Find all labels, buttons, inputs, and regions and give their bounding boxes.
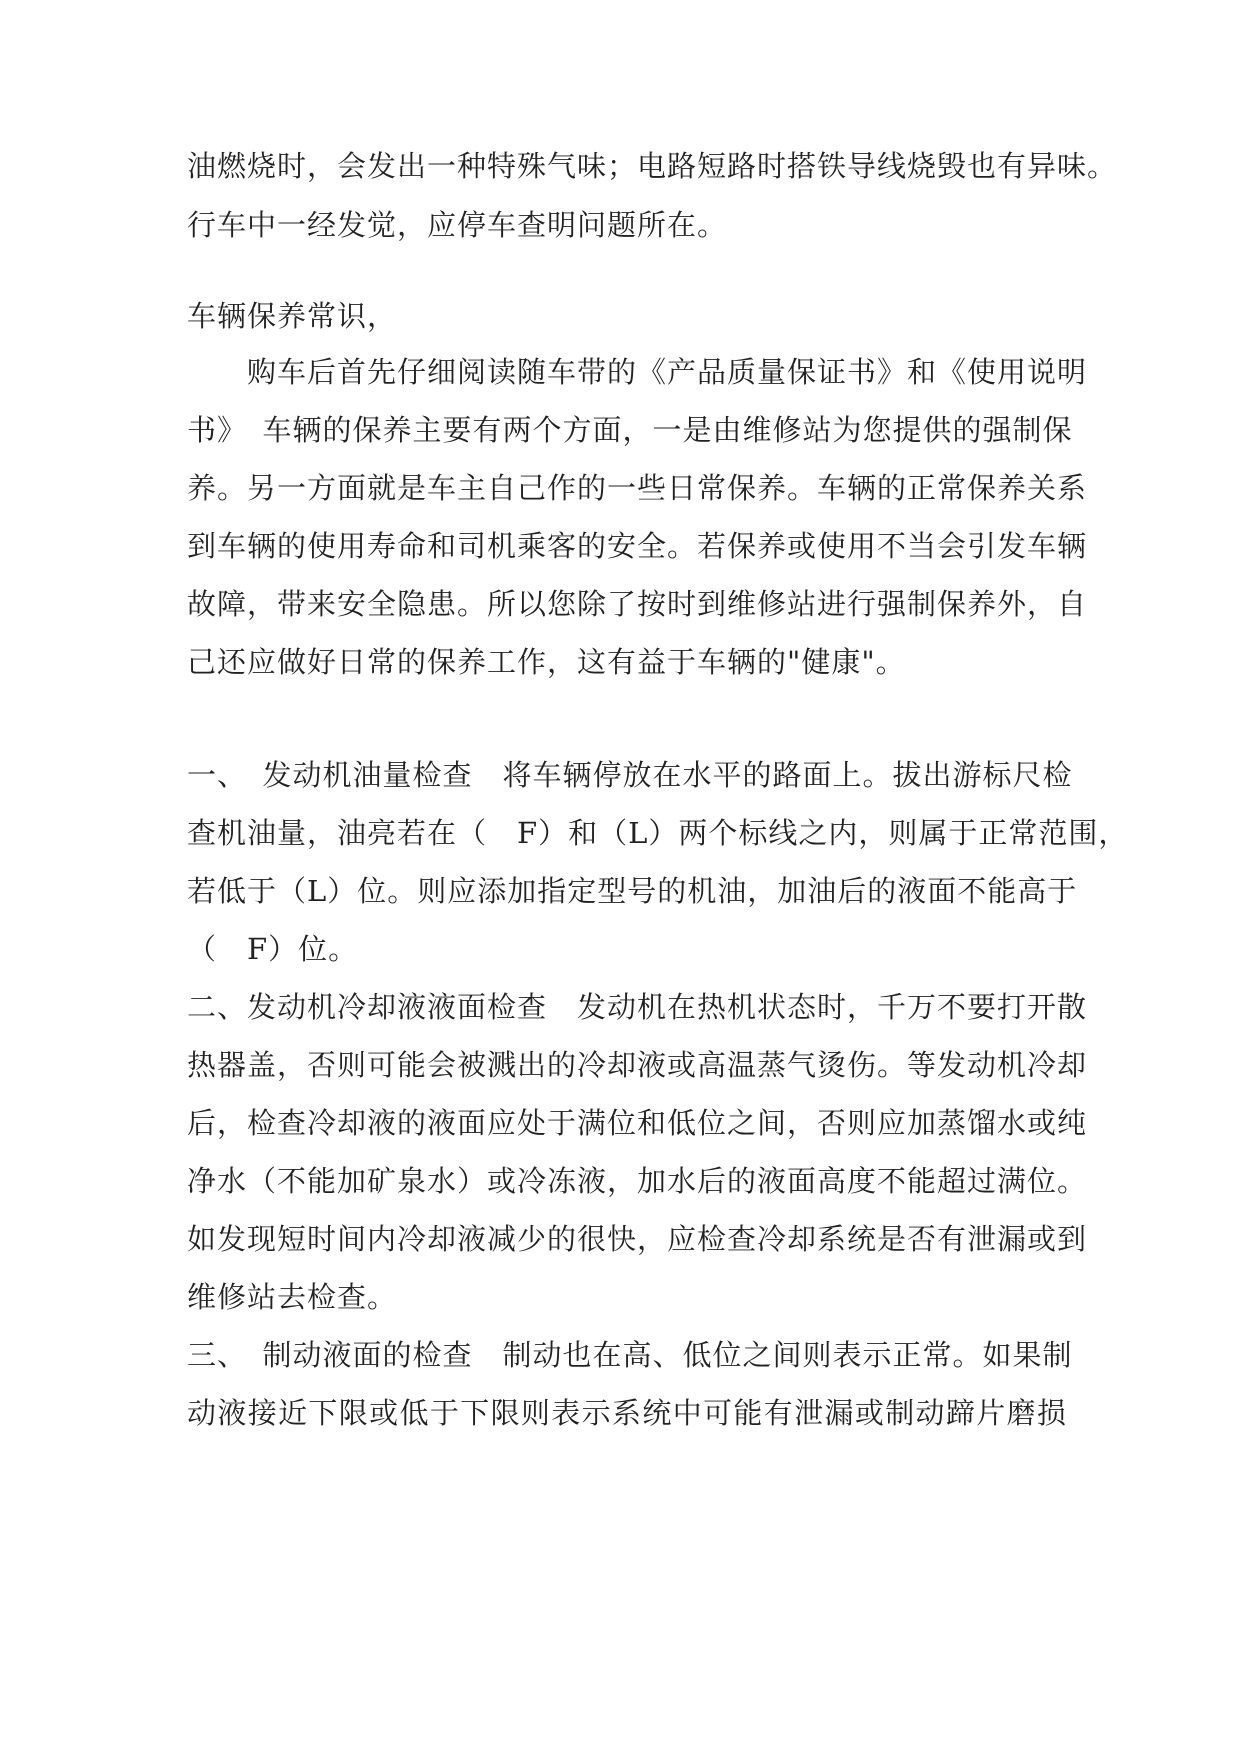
text-line: 动液接近下限或低于下限则表示系统中可能有泄漏或制动蹄片磨损 [187, 1396, 1067, 1430]
section-heading: 车辆保养常识， [187, 299, 398, 333]
text-line: 购车后首先仔细阅读随车带的《产品质量保证书》和《使用说明 [187, 355, 1088, 389]
text-line: 若低于（L）位。则应添加指定型号的机油，加油后的液面不能高于 [187, 874, 1078, 908]
text-line: 三、 制动液面的检查 制动也在高、低位之间则表示正常。如果制 [187, 1338, 1073, 1372]
text-line: 养。另一方面就是车主自己作的一些日常保养。车辆的正常保养关系 [187, 471, 1088, 505]
text-line: 热器盖，否则可能会被溅出的冷却液或高温蒸气烫伤。等发动机冷却 [187, 1048, 1088, 1082]
text-line: 净水（不能加矿泉水）或冷冻液，加水后的液面高度不能超过满位。 [187, 1164, 1088, 1198]
text-line: 维修站去检查。 [187, 1280, 398, 1314]
text-line: 行车中一经发觉，应停车查明问题所在。 [187, 208, 728, 242]
text-line: 己还应做好日常的保养工作，这有益于车辆的"健康"。 [187, 645, 906, 679]
text-line: 故障，带来安全隐患。所以您除了按时到维修站进行强制保养外，自 [187, 587, 1088, 621]
text-line: 一、 发动机油量检查 将车辆停放在水平的路面上。拔出游标尺检 [187, 758, 1073, 792]
text-line: 查机油量，油亮若在（ F）和（L）两个标线之内，则属于正常范围， [187, 816, 1129, 850]
text-line: （ F）位。 [187, 932, 359, 966]
text-line: 到车辆的使用寿命和司机乘客的安全。若保养或使用不当会引发车辆 [187, 529, 1088, 563]
text-line: 后，检查冷却液的液面应处于满位和低位之间，否则应加蒸馏水或纯 [187, 1106, 1088, 1140]
text-line: 油燃烧时，会发出一种特殊气味；电路短路时搭铁导线烧毁也有异味。 [187, 149, 1118, 183]
text-line: 如发现短时间内冷却液减少的很快，应检查冷却系统是否有泄漏或到 [187, 1222, 1088, 1256]
text-line: 书》 车辆的保养主要有两个方面，一是由维修站为您提供的强制保 [187, 413, 1073, 447]
text-line: 二、发动机冷却液液面检查 发动机在热机状态时，千万不要打开散 [187, 990, 1088, 1024]
